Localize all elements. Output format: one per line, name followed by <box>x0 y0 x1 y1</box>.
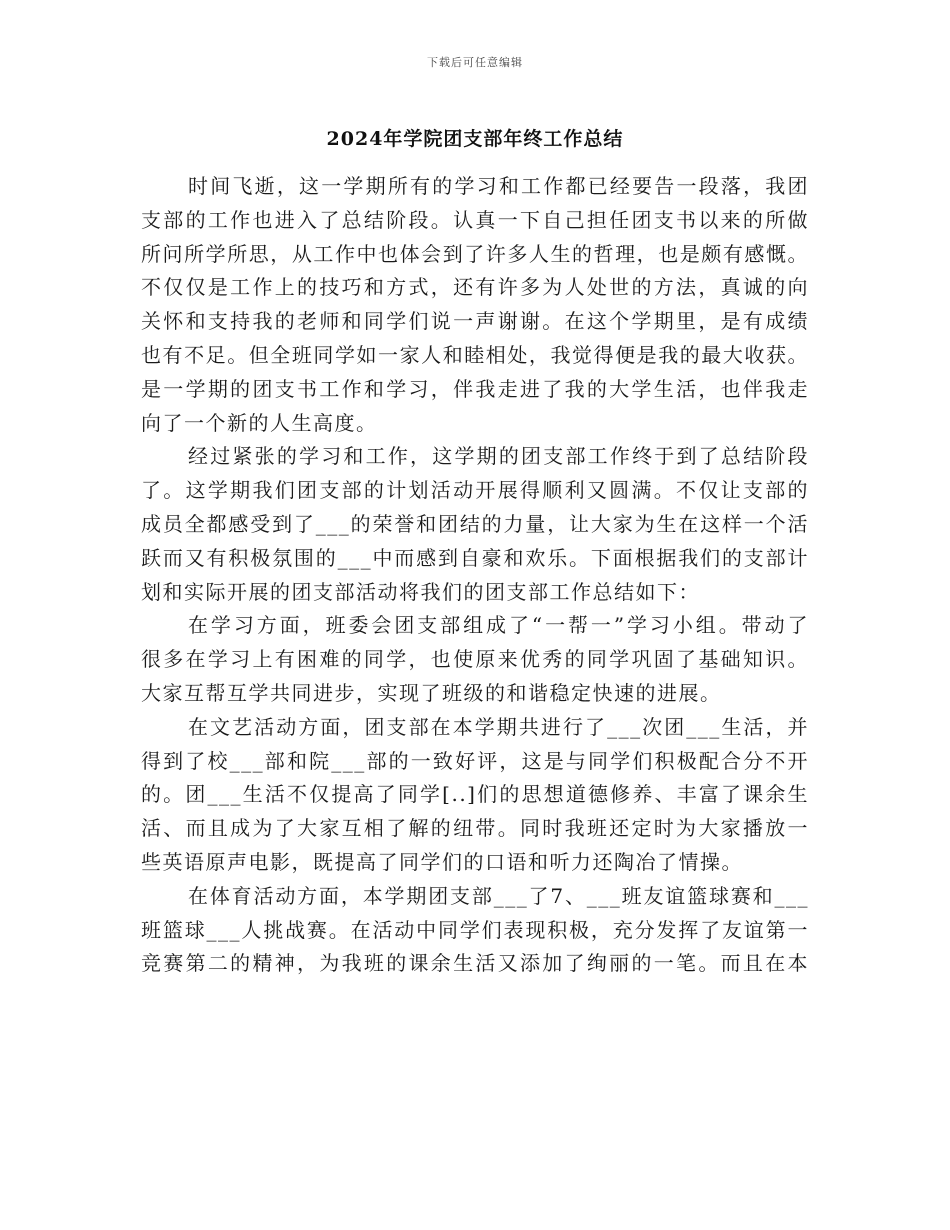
text-line: 得到了校___部和院___部的一致好评，这是与同学们积极配合分不开 <box>141 748 809 773</box>
paragraph-sports <box>141 880 809 981</box>
text-line: 在体育活动方面，本学期团支部___了7、___班友谊篮球赛和___ <box>188 883 809 908</box>
text-line: 了。这学期我们团支部的计划活动开展得顺利又圆满。不仅让支部的 <box>141 478 809 503</box>
text-line: 班篮球___人挑战赛。在活动中同学们表现积极，充分发挥了友谊第一 <box>141 917 809 942</box>
text-line: 也有不足。但全班同学如一家人和睦相处，我觉得便是我的最大收获。 <box>141 342 809 367</box>
document-body <box>141 170 809 981</box>
document-title: 2024年学院团支部年终工作总结 <box>326 128 624 150</box>
text-line: 大家互帮互学共同进步，实现了班级的和谐稳定快速的进展。 <box>141 680 722 705</box>
header-note: 下载后可任意编辑 <box>427 56 523 69</box>
text-line: 不仅仅是工作上的技巧和方式，还有许多为人处世的方法，真诚的向 <box>141 275 809 300</box>
text-line: 划和实际开展的团支部活动将我们的团支部工作总结如下： <box>141 579 700 604</box>
text-line: 竞赛第二的精神，为我班的课余生活又添加了绚丽的一笔。而且在本 <box>141 951 809 976</box>
text-line: 活、而且成为了大家互相了解的纽带。同时我班还定时为大家播放一 <box>141 816 809 841</box>
text-line: 时间飞逝，这一学期所有的学习和工作都已经要告一段落，我团 <box>188 174 809 198</box>
text-line: 跃而又有积极氛围的___中而感到自豪和欢乐。下面根据我们的支部计 <box>141 545 809 570</box>
text-line: 在学习方面，班委会团支部组成了“一帮一”学习小组。带动了 <box>188 613 809 638</box>
text-line: 是一学期的团支书工作和学习，伴我走进了我的大学生活，也伴我走 <box>141 376 809 401</box>
paragraph-overview <box>141 440 809 609</box>
text-line: 在文艺活动方面，团支部在本学期共进行了___次团___生活，并 <box>188 714 809 739</box>
text-line: 经过紧张的学习和工作，这学期的团支部工作终于到了总结阶段 <box>188 444 809 469</box>
paragraph-study <box>141 609 809 710</box>
text-line: 成员全都感受到了___的荣誉和团结的力量，让大家为生在这样一个活 <box>141 511 809 536</box>
text-line: 向了一个新的人生高度。 <box>141 410 378 435</box>
text-line: 的。团___生活不仅提高了同学[..]们的思想道德修养、丰富了课余生 <box>141 782 809 807</box>
paragraph-intro <box>141 170 809 440</box>
text-line: 很多在学习上有困难的同学，也使原来优秀的同学巩固了基础知识。 <box>141 647 809 672</box>
text-line: 支部的工作也进入了总结阶段。认真一下自己担任团支书以来的所做 <box>141 207 809 232</box>
paragraph-arts <box>141 711 809 880</box>
text-line: 关怀和支持我的老师和同学们说一声谢谢。在这个学期里，是有成绩 <box>141 309 809 334</box>
text-line: 所问所学所思，从工作中也体会到了许多人生的哲理，也是颇有感慨。 <box>141 241 809 266</box>
text-line: 些英语原声电影，既提高了同学们的口语和听力还陶冶了情操。 <box>141 849 743 874</box>
